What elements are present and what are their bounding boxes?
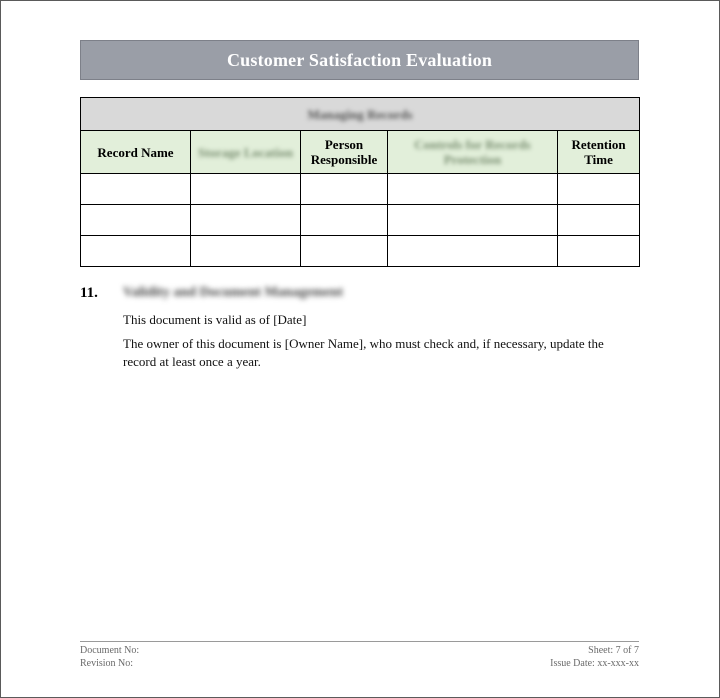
table-cell: [81, 236, 191, 267]
document-title: Customer Satisfaction Evaluation: [80, 40, 639, 80]
validity-section: [80, 284, 640, 371]
table-cell: [191, 236, 301, 267]
table-row: [81, 205, 640, 236]
table-caption: Managing Records: [81, 98, 640, 131]
table-row: [81, 174, 640, 205]
document-number-label: Document No:: [80, 645, 140, 656]
table-cell: [81, 174, 191, 205]
revision-number-label: Revision No:: [80, 658, 134, 669]
table-header-row: [81, 131, 640, 174]
table-caption-row: [81, 98, 640, 131]
records-table: [80, 97, 640, 267]
page-footer: [80, 641, 639, 670]
section-heading: [80, 284, 640, 302]
column-header-person-responsible: Person Responsible: [301, 131, 388, 174]
column-header-record-name: Record Name: [81, 131, 191, 174]
owner-paragraph: The owner of this document is [Owner Name], who must check and, if necessary, update the record at least once a year.: [123, 336, 604, 369]
table-cell: [388, 174, 558, 205]
table-cell: [558, 236, 640, 267]
table-cell: [191, 174, 301, 205]
table-cell: [388, 236, 558, 267]
table-cell: [301, 236, 388, 267]
section-number: 11.: [80, 284, 98, 301]
table-row: [81, 236, 640, 267]
table-cell: [558, 174, 640, 205]
table-cell: [388, 205, 558, 236]
issue-date: Issue Date: xx-xxx-xx: [550, 658, 639, 669]
column-header-controls: Controls for Records Protection: [388, 131, 558, 174]
table-cell: [301, 174, 388, 205]
validity-paragraph: This document is valid as of [Date]: [123, 312, 307, 327]
table-cell: [81, 205, 191, 236]
table-cell: [558, 205, 640, 236]
sheet-number: Sheet: 7 of 7: [588, 645, 639, 656]
column-header-retention-time: Retention Time: [558, 131, 640, 174]
table-cell: [191, 205, 301, 236]
section-title: Validity and Document Management: [123, 285, 343, 300]
column-header-storage-location: Storage Location: [191, 131, 301, 174]
table-cell: [301, 205, 388, 236]
